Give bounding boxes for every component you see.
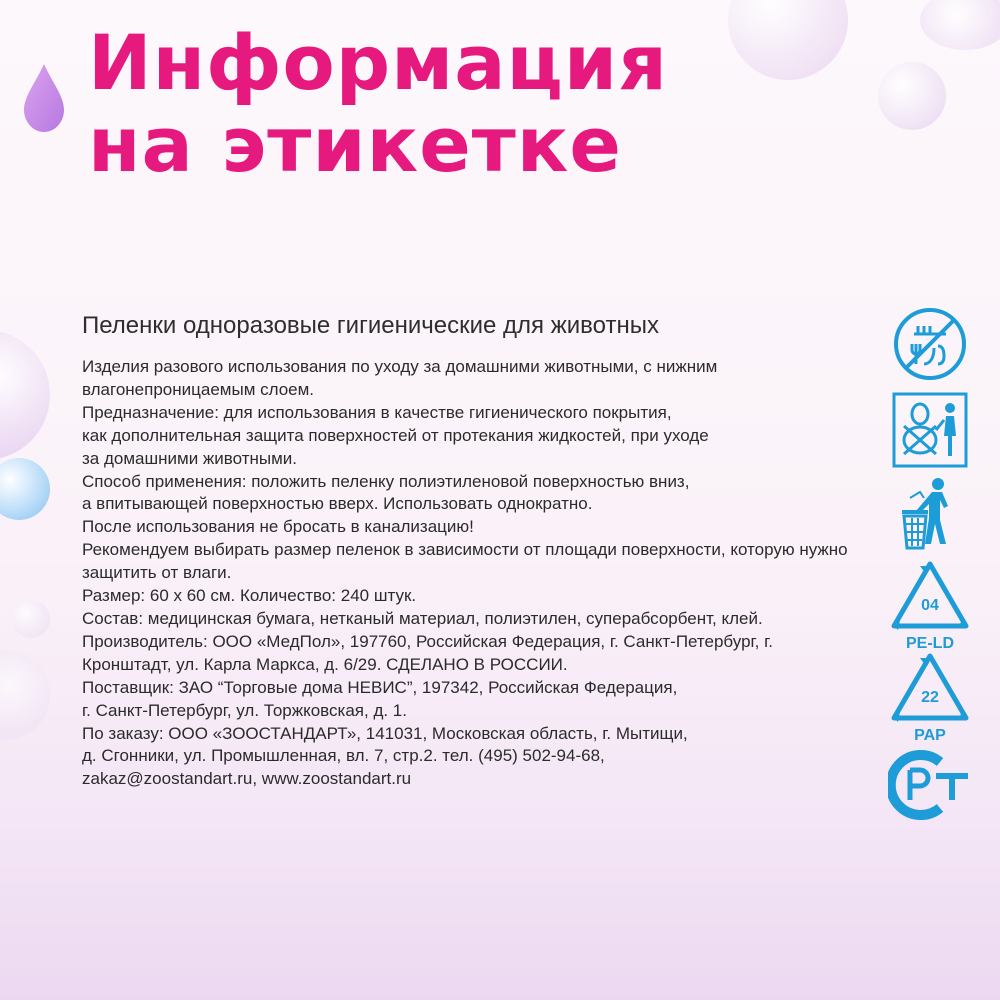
body-line: Производитель: ООО «МедПол», 197760, Российская Федерация, г. Санкт-Петербург, г. [82,631,773,651]
decorative-bubble-left-small [12,600,50,638]
decorative-bubble-right [878,62,946,130]
body-line: Состав: медицинская бумага, нетканый материал, полиэтилен, суперабсорбент, клей. [82,608,763,628]
page-title-line-2: на этикетке [88,100,622,189]
dispose-in-bin-icon [890,476,970,556]
decorative-bubble-top-right [728,0,848,80]
rst-certification-icon [888,750,972,820]
decorative-bubble-corner [920,0,1000,50]
recycle-pe-number: 04 [921,597,939,614]
body-line: Изделия разового использования по уходу за домашними животными, с нижним [82,357,718,376]
body-line: а впитывающей поверхностью вверх. Использовать однократно. [82,494,593,514]
recycle-pap-label: PAP [914,727,946,744]
decorative-bubble-left-lower [0,650,50,740]
recycle-pap-number: 22 [921,689,939,706]
body-line: Предназначение: для использования в качестве гигиенического покрытия, [82,402,672,422]
recycle-pe-ld-icon [890,560,970,652]
body-line: После использования не бросать в канализацию! [82,517,474,537]
body-line: Способ применения: положить пеленку полиэтиленовой поверхностью вниз, [82,471,690,491]
recycle-pe-label: PE-LD [906,635,954,652]
body-line: за домашними животными. [82,448,298,468]
page-title [88,18,668,189]
body-line: По заказу: ООО «ЗООСТАНДАРТ», 141031, Московская область, г. Мытищи, [82,723,688,743]
body-line: Рекомендуем выбирать размер пеленок в зависимости от площади поверхности, которую нужно [82,540,848,560]
body-line: д. Сгонники, ул. Промышленная, вл. 7, стр.2. тел. (495) 502-94-68, [82,746,605,766]
body-line: как дополнительная защита поверхностей от протекания жидкостей, при уходе [82,425,709,445]
body-line: Размер: 60 х 60 см. Количество: 240 штук. [82,586,417,606]
no-food-contact-icon [890,304,970,384]
product-subtitle: Пеленки одноразовые гигиенические для животных [82,312,659,339]
body-line: г. Санкт-Петербург, ул. Торжковская, д. 1. [82,700,407,720]
label-text-block [82,312,882,791]
page-title-line-1: Информация [88,18,668,107]
decorative-bubble-left-blue [0,458,50,520]
symbols-column [890,304,970,820]
recycle-pap-icon [890,652,970,744]
do-not-flush-icon [890,390,970,470]
body-line: Кронштадт, ул. Карла Маркса, д. 6/29. СДЕЛАНО В РОССИИ. [82,654,568,674]
body-line: влагонепроницаемым слоем. [82,379,315,399]
body-line: Поставщик: ЗАО “Торговые дома НЕВИС”, 197342, Российская Федерация, [82,677,678,697]
decorative-bubble-left-large [0,330,50,460]
body-line: защитить от влаги. [82,563,232,583]
body-line: zakaz@zoostandart.ru, www.zoostandart.ru [82,769,412,789]
water-drop-icon [22,62,66,134]
